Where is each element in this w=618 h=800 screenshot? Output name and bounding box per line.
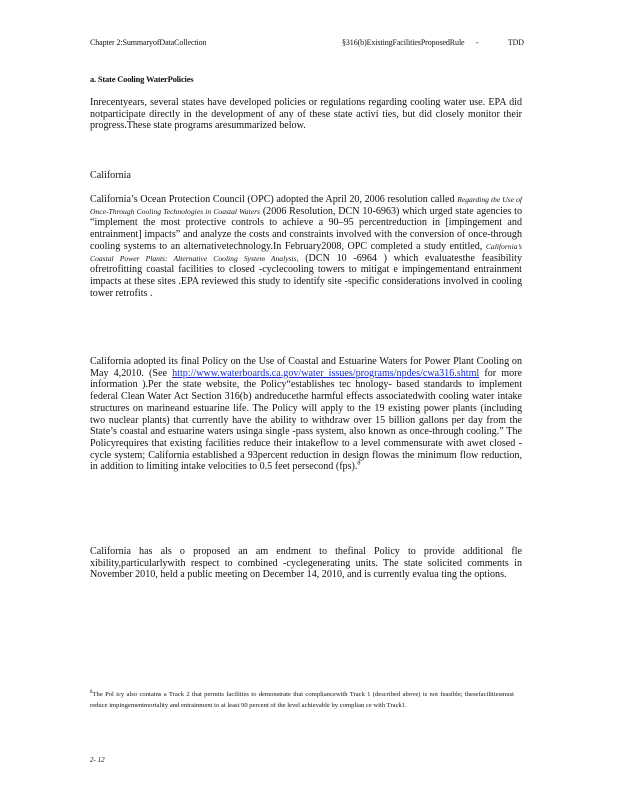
subheading-california: California (90, 170, 131, 181)
footnote (90, 690, 514, 711)
section-heading: a. State Cooling WaterPolicies (90, 74, 194, 84)
header-doc: TDD (507, 38, 524, 47)
paragraph-policy-text-a: California adopted its final Policy on the Use of Coastal and Estuarine Waters for Power Plant Cooling on May 4,2010. (See (90, 356, 522, 379)
paragraph-opc-text-c: (DCN 10 -6964 ) which evaluatesthe feasibility ofretrofitting coastal facilities to closed -cyclecooling towers to mitigat e impingementand entrainment impacts at these sites .EPA reviewed this study to identify site -specific considerations involved in cooling tower retrofits . (90, 252, 522, 299)
footnote-marker: 8 (90, 689, 93, 695)
waterboards-link[interactable]: http://www.waterboards.ca.gov/water_issues/programs/npdes/cwa316.shtml (172, 367, 480, 379)
header-dash: - (475, 38, 479, 47)
paragraph-opc-text-a: California’s Ocean Protection Council (OPC) adopted the April 20, 2006 resolution called (90, 194, 458, 205)
paragraph-amendment: California has als o proposed an am endment to thefinal Policy to provide additional fle xibility,particularlywith respect to combined -cyclegenerating units. The state solicited comments in November 2010, held a public meeting on December 14, 2010, and is currently evalua ting the options. (90, 546, 522, 581)
header-rule-text: §316(b)ExistingFacilitiesProposedRule (342, 38, 465, 47)
header-rule (342, 38, 479, 47)
resolution-title: Regarding the Use of Once-Through Cooling Technologies in Coastal Waters (90, 195, 522, 216)
footnote-text: The Pol icy also contains a Track 2 that permits facilities to demonstrate that compliancewith Track 1 (described above) is not feasible; thesefacilitiesmust reduce impingementmortality and entrainment to at least 90 percent of the level achievable by complian ce with Track1. (90, 691, 514, 709)
paragraph-policy-text-b: for more information ).Per the state website, the Policy“establishes tec hnology- based standards to implement federal Clean Water Act Section 316(b) andreducethe harmful effects associatedwith cooling water intake structures on marineand estuarine life. The Policy will apply to the 19 existing power plants (including two nuclear plants) that currently have the ability to withdraw over 15 billion gallons per day from the State’s coastal and estuarine waters usinga single -pass system, also known as once-through cooling.” The Policyrequires that existing facilities reduce their intakeflow to a level commensurate with awet closed - cycle system; California established a 93percent reduction in design flowas the minimum flow reduction, in addition to limiting intake velocities to 0.5 feet persecond (fps). (90, 367, 522, 473)
paragraph-policy (90, 356, 522, 473)
footnote-reference[interactable]: 8 (357, 460, 361, 467)
page-header (90, 38, 526, 50)
paragraph-opc (90, 194, 522, 299)
paragraph-opc-text-b: (2006 Resolution, DCN 10-6963) which urged state agencies to “implement the most protective controls to achieve a 90–95 percentreduction in [impingement and entrainment] impacts” and analyze the costs and constraints involved with the conversion of once-through cooling systems to an alternativetechnology.In February2008, OPC completed a study entitled, (90, 205, 523, 252)
header-chapter: Chapter 2:SummaryofDataCollection (90, 38, 207, 47)
study-title: California’s Coastal Power Plants: Alternative Cooling System Analysis, (90, 241, 522, 263)
paragraph-intro: Inrecentyears, several states have developed policies or regulations regarding cooling water use. EPA did notparticipate directly in the development of any of these state activi ties, but did closely monitor their progress.These state programs aresummarized below. (90, 97, 522, 132)
page-number: 2- 12 (90, 756, 105, 764)
